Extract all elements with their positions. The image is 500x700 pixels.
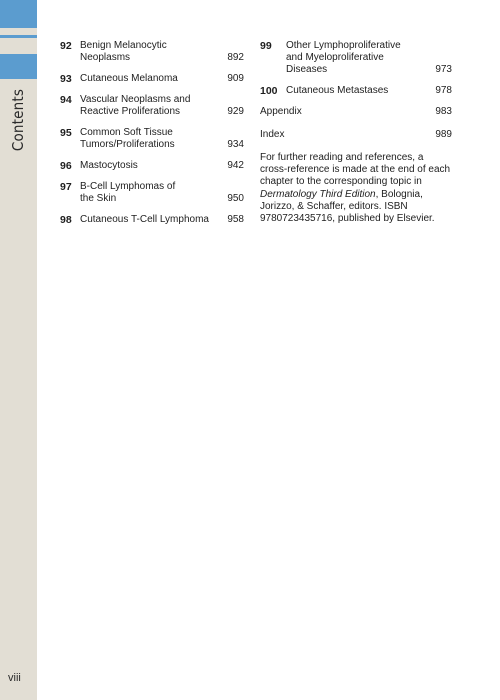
- appendix-label: Appendix: [260, 106, 302, 117]
- chapter-number: 96: [60, 160, 72, 172]
- contents-left-column: [60, 40, 244, 235]
- chapter-page: 942: [227, 160, 244, 171]
- note-text-after: , Bolognia, Jorizzo, & Schaffer, editors. ISBN 9780723435716, published by Elsevier.: [260, 188, 435, 225]
- chapter-number: 94: [60, 94, 72, 106]
- toc-entry-96[interactable]: [60, 160, 244, 172]
- chapter-number: 97: [60, 181, 72, 193]
- page-number: viii: [8, 672, 21, 684]
- book-title: Dermatology Third Edition: [260, 188, 376, 200]
- toc-entry-99[interactable]: [260, 40, 452, 76]
- chapter-number: 99: [260, 40, 272, 52]
- chapter-page: 892: [227, 52, 244, 63]
- toc-entry-97[interactable]: [60, 181, 244, 205]
- toc-entry-100[interactable]: [260, 85, 452, 97]
- chapter-number: 98: [60, 214, 72, 226]
- chapter-title: Vascular Neoplasms and Reactive Proliferations: [80, 94, 191, 117]
- toc-entry-95[interactable]: [60, 127, 244, 151]
- contents-right-column: [260, 40, 452, 225]
- toc-entry-92[interactable]: [60, 40, 244, 64]
- chapter-title: B-Cell Lymphomas of the Skin: [80, 181, 176, 204]
- tab-marker-line: [0, 35, 37, 38]
- chapter-page: 958: [227, 214, 244, 225]
- toc-entry-98[interactable]: [60, 214, 244, 226]
- toc-entry-93[interactable]: [60, 73, 244, 85]
- chapter-number: 95: [60, 127, 72, 139]
- index-label: Index: [260, 129, 285, 140]
- toc-entry-appendix[interactable]: [260, 106, 452, 118]
- chapter-page: 950: [227, 193, 244, 204]
- reference-note: [260, 152, 452, 225]
- chapter-title: Benign Melanocytic Neoplasms: [80, 40, 167, 63]
- chapter-title: Cutaneous Melanoma: [80, 73, 178, 84]
- chapter-title: Cutaneous T-Cell Lymphoma: [80, 214, 209, 225]
- tab-marker-contents: [0, 54, 37, 79]
- chapter-title: Mastocytosis: [80, 160, 138, 171]
- section-label: Contents: [9, 88, 27, 152]
- tab-marker-top: [0, 0, 37, 28]
- chapter-page: 934: [227, 139, 244, 150]
- chapter-number: 93: [60, 73, 72, 85]
- chapter-title: Cutaneous Metastases: [286, 85, 389, 96]
- side-strip: [0, 0, 37, 700]
- chapter-page: 909: [227, 73, 244, 84]
- note-text-before: For further reading and references, a cross-reference is made at the end of each chapter to the corresponding topic in: [260, 152, 451, 188]
- chapter-number: 100: [260, 85, 278, 97]
- chapter-page: 929: [227, 106, 244, 117]
- chapter-number: 92: [60, 40, 72, 52]
- toc-entry-94[interactable]: [60, 94, 244, 118]
- chapter-title: Other Lymphoproliferative and Myeloproliferative Diseases: [286, 40, 401, 75]
- chapter-title: Common Soft Tissue Tumors/Proliferations: [80, 127, 175, 150]
- appendix-page: 983: [435, 106, 452, 117]
- toc-entry-index[interactable]: [260, 129, 452, 141]
- chapter-page: 978: [435, 85, 452, 96]
- index-page: 989: [435, 129, 452, 140]
- chapter-page: 973: [435, 64, 452, 75]
